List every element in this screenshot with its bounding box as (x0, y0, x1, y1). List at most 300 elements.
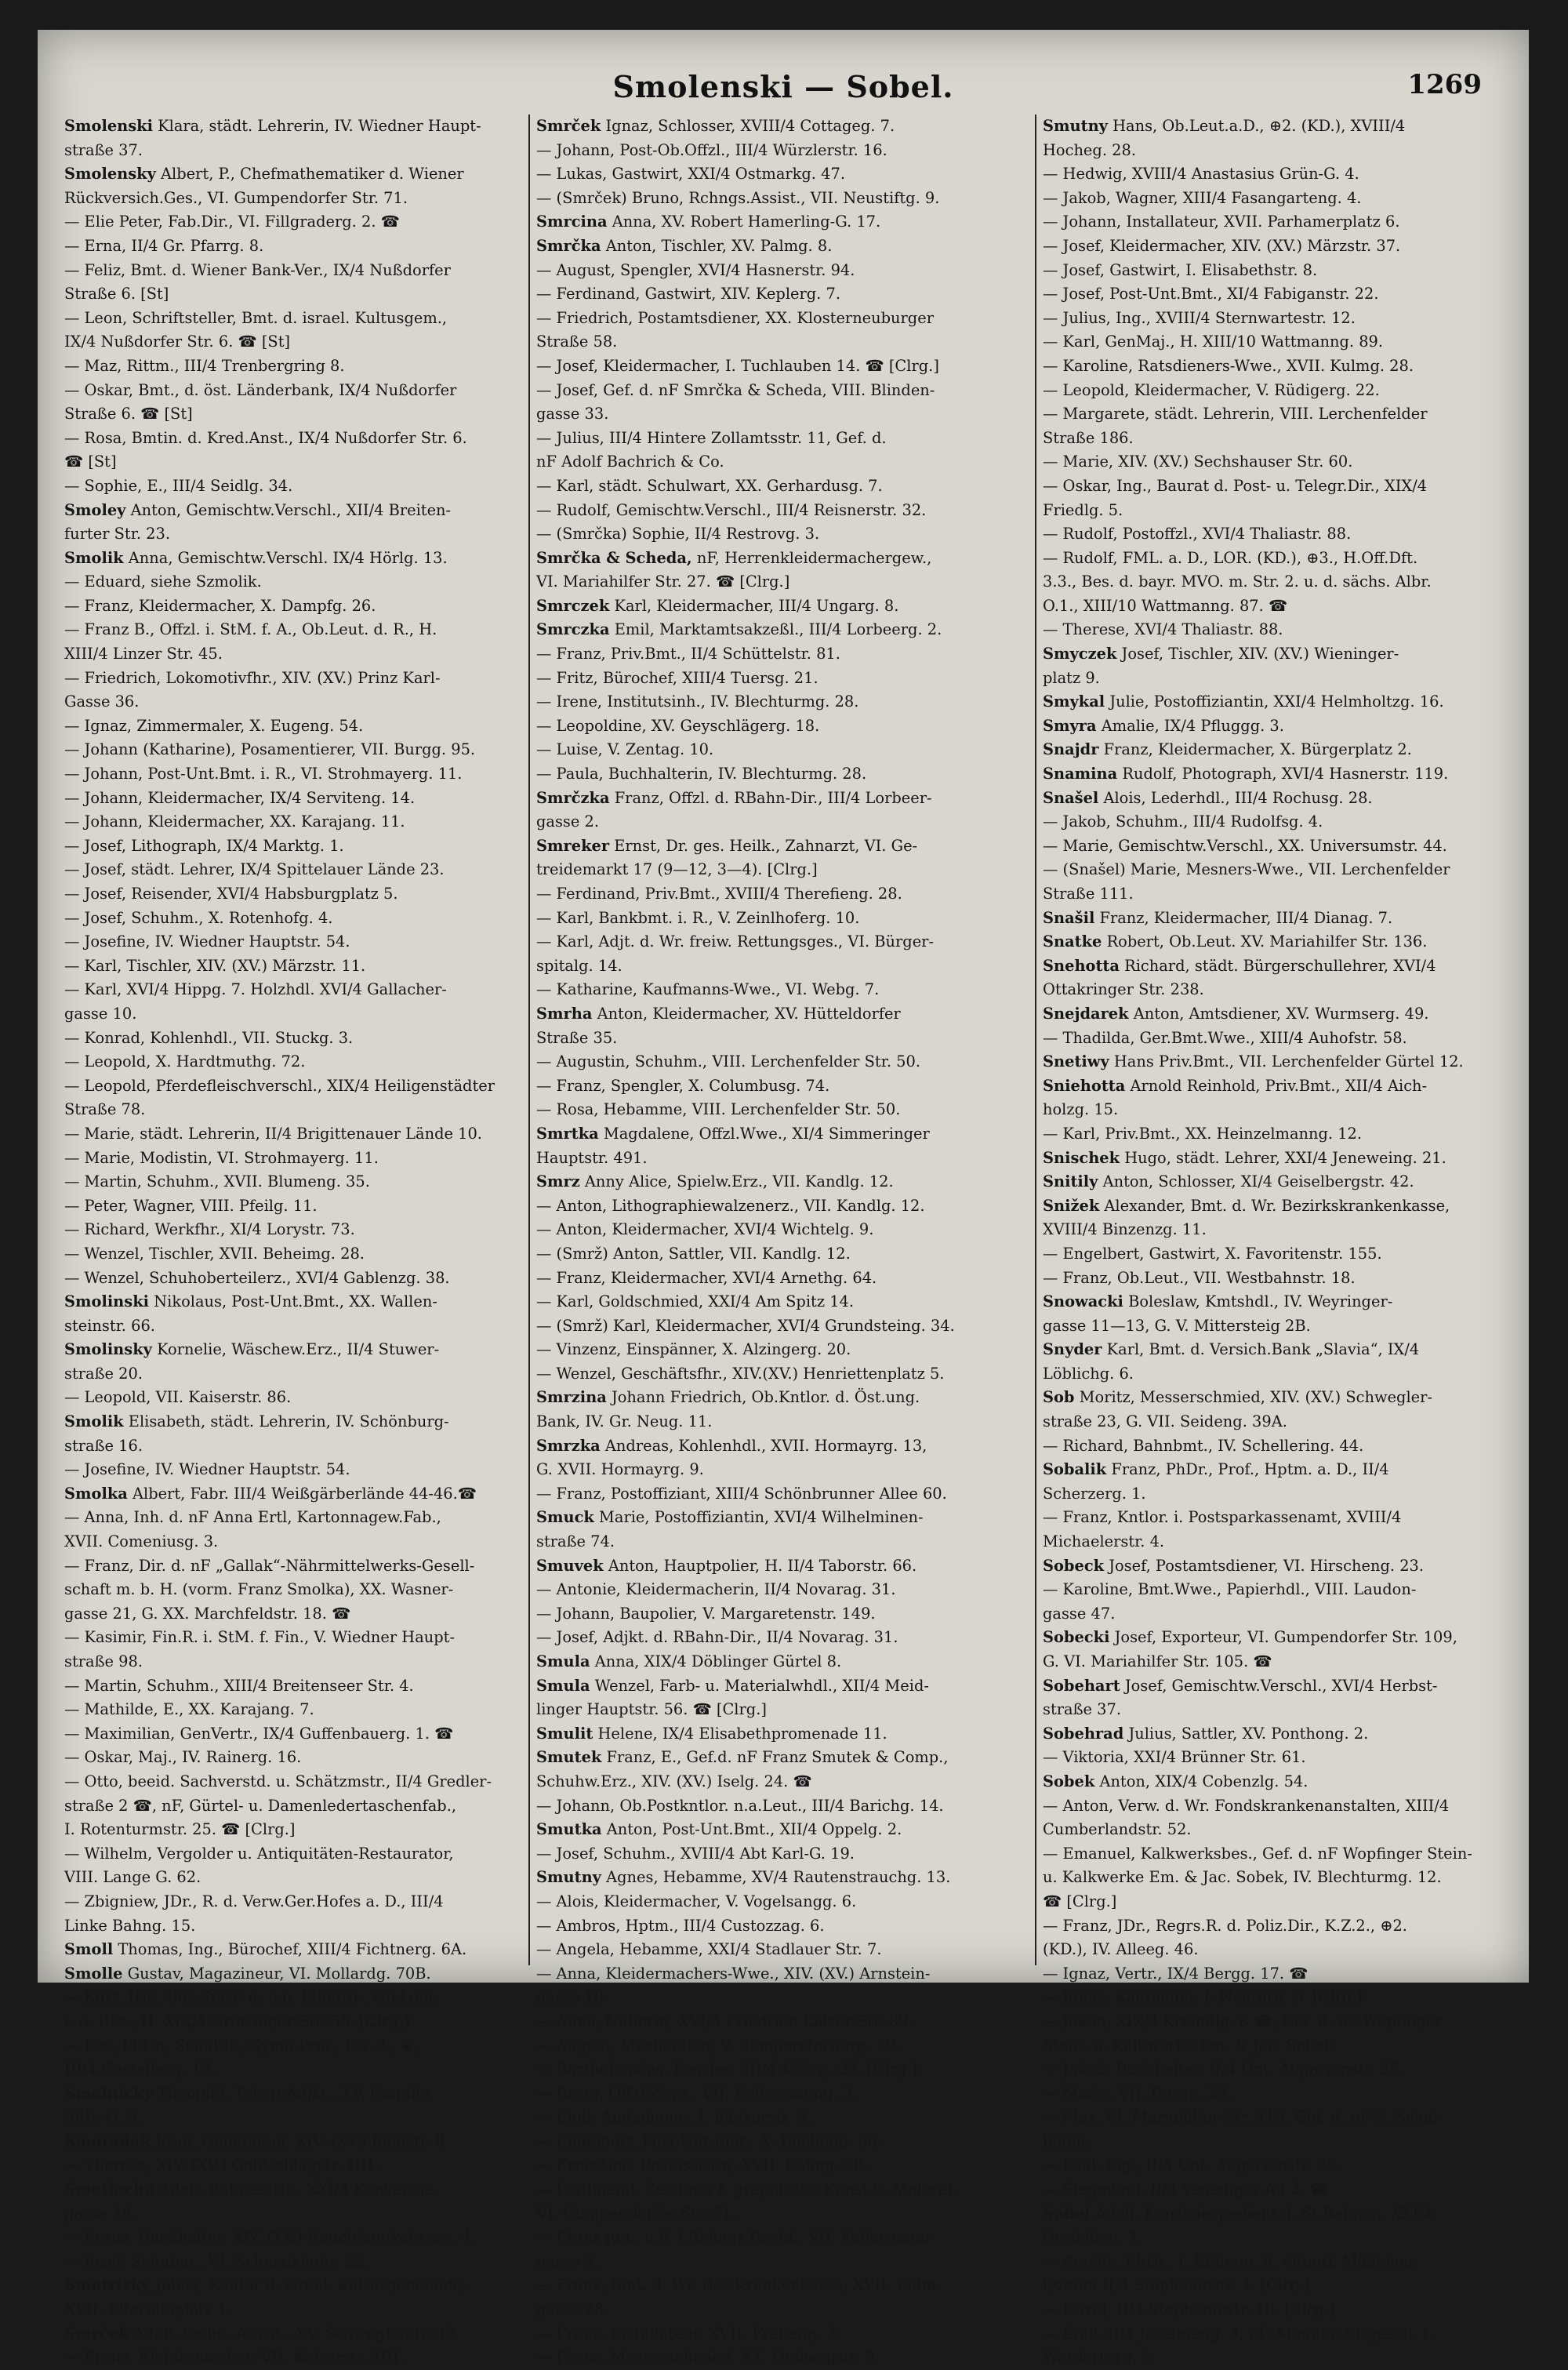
entry-text: straße 20. (64, 1364, 143, 1383)
entry-text: — Paula, Buchhalterin, IV. Blechturmg. 28. (536, 765, 867, 783)
entry-text: — Thadilda, Ger.Bmt.Wwe., XIII/4 Auhofstr. 58. (1043, 1028, 1407, 1047)
entry-text: — (Smrčka) Sophie, II/4 Restrovg. 3. (536, 525, 820, 543)
entry-surname: Sobek (1043, 1772, 1095, 1790)
directory-line (1043, 594, 1510, 619)
entry-text: — Anna, Kleidermachers-Wwe., XIV. (XV.) Arnstein- (536, 1964, 931, 1983)
directory-line (536, 570, 1030, 594)
directory-line (64, 1122, 524, 1147)
directory-line (64, 2058, 524, 2082)
directory-line (536, 1722, 1030, 1747)
entry-text: straße 37. (64, 140, 143, 159)
directory-line (536, 762, 1030, 787)
entry-text: Klara, städt. Lehrerin, IV. Wiedner Haupt- (152, 117, 481, 135)
directory-line (1043, 402, 1510, 427)
entry-text: — Karl, Tischler, XIV. (XV.) Märzstr. 11. (64, 956, 366, 975)
directory-line (1043, 354, 1510, 379)
entry-text: Boleslaw, Kmtshdl., IV. Weyringer- (1123, 1292, 1393, 1311)
entry-text: — Leopoldine, XV. Geyschlägerg. 18. (536, 716, 820, 735)
directory-line (64, 2226, 524, 2250)
entry-surname: Snetiwy (1043, 1052, 1109, 1071)
entry-text: — Wilhelm, Vergolder u. Antiquitäten-Restaurator, (64, 1844, 454, 1863)
entry-surname: Smrczek (536, 596, 610, 615)
entry-text: — Karl, städt. Schulwart, XX. Gerhardusg. 7. (536, 476, 883, 495)
entry-text: Anton, XIX/4 Cobenzlg. 54. (1094, 1772, 1308, 1790)
directory-line (536, 1698, 1030, 1722)
directory-line (1043, 618, 1510, 642)
entry-text: — Josefine, IV. Wiedner Hauptstr. 54. (64, 1460, 350, 1479)
entry-text: — Engelbert, Gastwirt, X. Favoritenstr. 155. (1043, 1244, 1382, 1263)
directory-line (536, 667, 1030, 691)
directory-line (1043, 930, 1510, 954)
directory-line (64, 2202, 524, 2226)
entry-text: — Vinzenz, Einspänner, X. Alzingerg. 20. (536, 1340, 851, 1359)
entry-text: Albert, Fabr. III/4 Weißgärberlände 44-46.☎ (127, 1484, 477, 1503)
entry-text: — Kasimir, Fin.R. i. StM. f. Fin., V. Wiedner Haupt- (64, 1628, 456, 1647)
entry-text: IX/4 Nußdorfer Str. 6. ☎ [St] (64, 333, 291, 351)
directory-line (64, 954, 524, 979)
entry-text: — Ferdinand, Gastwirt, XIV. Keplerg. 7. (536, 285, 841, 304)
directory-line (1043, 1050, 1510, 1074)
entry-text: Gerichtsg. 7. (1043, 2228, 1142, 2247)
directory-line (536, 2058, 1030, 2082)
entry-text: — Josef, Schubm., VI. Schmalzhofg. 22. (64, 2252, 368, 2270)
directory-line (64, 354, 524, 379)
entry-text: Josef, Postamtsdiener, VI. Hirscheng. 23. (1104, 1556, 1425, 1575)
directory-line (536, 499, 1030, 523)
directory-line (1043, 1194, 1510, 1219)
entry-surname: Smolenski (64, 117, 153, 135)
directory-line (64, 1602, 524, 1627)
entry-text: Alexander, Bmt. d. Wr. Bezirkskrankenkasse, (1099, 1196, 1450, 1215)
entry-text: Ernst, Dr. ges. Heilk., Zahnarzt, VI. Ge- (609, 836, 918, 855)
directory-line (536, 690, 1030, 714)
entry-text: — Marie, VII. Burgg. 22. (1043, 2084, 1232, 2103)
directory-line (536, 1482, 1030, 1507)
directory-line (64, 402, 524, 427)
directory-line (64, 2178, 524, 2202)
directory-line (64, 858, 524, 882)
entry-text: — August, Spengler, XVI/4 Hasnerstr. 94. (536, 260, 855, 279)
directory-line (1043, 2058, 1510, 2082)
entry-surname: Smolinsky (64, 1340, 152, 1359)
directory-line (1043, 379, 1510, 403)
directory-line (1043, 1602, 1510, 1627)
entry-text: — Anna, Inh. d. nF Anna Ertl, Kartonnagew.Fab., (64, 1508, 441, 1527)
entry-text: — Oskar, Ing., Baurat d. Post- u. Telegr.Dir., XIX/4 (1043, 476, 1428, 495)
entry-surname: Smrčka (536, 236, 601, 255)
entry-surname: Snajdr (1043, 740, 1099, 759)
directory-line (1043, 1122, 1510, 1147)
entry-text: furter Str. 23. (64, 525, 171, 543)
directory-line (536, 2082, 1030, 2106)
directory-line (64, 1314, 524, 1339)
directory-line (536, 474, 1030, 499)
entry-text: — Karl, Bankbmt. i. R., V. Zeinlhoferg. 10. (536, 908, 860, 927)
entry-surname: Snamina (1043, 765, 1118, 783)
entry-surname: Sob (1043, 1388, 1075, 1407)
directory-line (64, 667, 524, 691)
entry-surname: Smula (536, 1652, 590, 1670)
directory-line (1043, 1962, 1510, 1987)
directory-line (1043, 547, 1510, 571)
entry-text: Löblichg. 6. (1043, 1364, 1134, 1383)
directory-line (536, 1147, 1030, 1171)
entry-text: Agnes, Hebamme, XV/4 Rautenstrauchg. 13. (601, 1868, 951, 1887)
entry-text: Karl, Kleidermacher, III/4 Ungarg. 8. (609, 596, 899, 615)
entry-text: XVIII/4 Binzenzg. 11. (1043, 1220, 1207, 1239)
entry-text: — Josef, Gastwirt, I. Elisabethstr. 8. (1043, 260, 1318, 279)
entry-text: — Josefine, IV. Wiedner Hauptstr. 54. (64, 932, 350, 951)
entry-surname: Sobecki (1043, 1628, 1110, 1647)
entry-text: schaft m. b. H. (vorm. Franz Smolka), XX. Wasner- (64, 1580, 454, 1599)
directory-line (1043, 1027, 1510, 1051)
entry-text: straße 37. (1043, 1700, 1122, 1719)
entry-text: — Rosa, Hebamme, VIII. Lerchenfelder Str. 50. (536, 1100, 901, 1119)
directory-line (536, 1530, 1030, 1554)
directory-line (1043, 978, 1510, 1002)
directory-line (536, 714, 1030, 739)
entry-text: — Antonie, Kleidermacherin, II/4 Novarag. 31. (536, 1580, 896, 1599)
directory-line (1043, 1626, 1510, 1650)
directory-line (64, 307, 524, 331)
entry-text: VI. Mariahilfer Str. 27. ☎ [Clrg.] (536, 573, 790, 591)
entry-text: Magdalene, Offzl.Wwe., XI/4 Simmeringer (598, 1124, 930, 1143)
directory-line (1043, 1458, 1510, 1482)
entry-text: gasse 33. (536, 405, 609, 423)
column-rule (1035, 115, 1036, 1965)
directory-line (64, 115, 524, 139)
directory-line (1043, 738, 1510, 762)
entry-text: — Ambros, Hptm., III/4 Custozzag. 6. (536, 1916, 825, 1935)
directory-line (64, 1050, 524, 1074)
entry-text: Anton, Amtsdiener, XV. Wurmserg. 49. (1128, 1004, 1429, 1023)
directory-line (1043, 1002, 1510, 1027)
directory-line (536, 1027, 1030, 1051)
entry-text: — Franz, Kntlor. i. Postsparkassenamt, XVIII/4 (1043, 1508, 1402, 1527)
directory-line (1043, 1290, 1510, 1314)
entry-text: — Franz, Ob.Leut., VII. Westbahnstr. 18. (1043, 1268, 1356, 1287)
entry-surname: Smrtka (536, 1124, 599, 1143)
entry-text: — Karoline, Bmt.Wwe., Papierhdl., VIII. Laudon- (1043, 1580, 1417, 1599)
entry-surname: Smrz (536, 1172, 580, 1191)
entry-text: Michaelerstr. 4. (1043, 1532, 1165, 1551)
entry-text: Werdertorg. 4. (1043, 2348, 1156, 2367)
directory-line (536, 738, 1030, 762)
entry-text: Julie, Postoffiziantin, XXI/4 Helmholtzg. 16. (1105, 692, 1444, 711)
entry-text: — Leopold, Kleidermacher, V. Rüdigerg. 22. (1043, 380, 1380, 399)
column-2 (536, 115, 1030, 2367)
entry-text: — Margarete, städt. Lehrerin, VIII. Lerchenfelder (1043, 405, 1428, 423)
entry-surname: Snehotta (1043, 956, 1120, 975)
directory-line (64, 2082, 524, 2106)
directory-line (64, 450, 524, 474)
directory-line (1043, 810, 1510, 834)
entry-text: VIII. Lange G. 62. (64, 1868, 201, 1887)
entry-text: Anny Alice, Spielw.Erz., VII. Kandlg. 12. (579, 1172, 894, 1191)
directory-line (536, 427, 1030, 451)
entry-text: straße 98. (64, 1652, 143, 1670)
entry-text: gasse 18. (536, 1988, 609, 2007)
directory-line (536, 1506, 1030, 1530)
directory-line (1043, 2298, 1510, 2322)
entry-text: — Friedrich, Lokomotivfhr., XIV. (XV.) Prinz Karl- (64, 668, 441, 687)
directory-line (1043, 954, 1510, 979)
entry-text: gasse 3. (536, 2252, 600, 2270)
entry-surname: Smula (536, 1676, 590, 1695)
entry-text: I. Rotenturmstr. 25. ☎ [Clrg.] (64, 1820, 296, 1839)
entry-text: — Franz, Spengler, X. Columbusg. 74. (536, 1076, 830, 1095)
entry-text: — Johann, Kleidermacher, XX. Karajang. 11. (64, 812, 405, 831)
directory-line (536, 1962, 1030, 1987)
entry-text: — David, II/4 Stephaniestr. 10. [Clrg.] (1043, 2300, 1335, 2319)
entry-text: Thomas, Ing., Bürochef, XIII/4 Fichtnerg. 6A. (113, 1940, 467, 1959)
entry-text: — (Smrček) Bruno, Rchngs.Assist., VII. Neustiftg. 9. (536, 188, 940, 207)
entry-text: — Karoline, Ratsdieners-Wwe., XVII. Kulmg. 28. (1043, 356, 1414, 375)
entry-text: Linke Bahng. 15. (64, 1916, 196, 1935)
directory-page (38, 30, 1529, 2367)
directory-line (1043, 2034, 1510, 2059)
entry-surname: Smutek (536, 1748, 602, 1767)
directory-line (64, 1290, 524, 1314)
directory-line (536, 1242, 1030, 1267)
entry-text: — Josef, Kleidermacher, I. Tuchlauben 14. ☎ [Clrg.] (536, 356, 939, 375)
directory-line (1043, 187, 1510, 211)
entry-text: — Johann, Installateur, XVII. Parhamerplatz 6. (1043, 213, 1400, 231)
entry-text: III/4 Castellezg. 13. (64, 2060, 216, 2079)
entry-text: — Josef, Post-Unt.Bmt., XI/4 Fabiganstr. 22. (1043, 285, 1379, 304)
entry-text: Elisabeth, städt. Lehrerin, IV. Schönburg- (123, 1412, 449, 1431)
entry-text: steinstr. 66. (64, 1316, 155, 1335)
entry-text: — Berta, Offzl.Wwe., VII. Kellermanng. 3. (536, 2084, 858, 2103)
directory-line (1043, 570, 1510, 594)
directory-line (1043, 2202, 1510, 2226)
entry-surname: Sobehart (1043, 1676, 1120, 1695)
entry-text: straße 2 ☎, nF, Gürtel- u. Damenledertaschenfab., (64, 1796, 457, 1815)
directory-line (64, 834, 524, 859)
entry-text: — Ignaz, Vertr., IX/4 Bergg. 17. ☎ (1043, 1964, 1308, 1983)
directory-line (536, 162, 1030, 187)
directory-line (64, 714, 524, 739)
entry-text: — Johann, Baupolier, V. Margaretenstr. 149. (536, 1604, 876, 1623)
directory-line (536, 187, 1030, 211)
directory-line (64, 930, 524, 954)
entry-text: gasse 18. (64, 2204, 137, 2223)
entry-text: Josef, Gemischtw.Verschl., XVI/4 Herbst- (1120, 1676, 1438, 1695)
directory-line (64, 787, 524, 811)
entry-text: — Erna, II/4 Gr. Pfarrg. 8. (64, 236, 264, 255)
column-rule (528, 115, 530, 1965)
entry-text: — Josef, Reisender, XVI/4 Habsburgplatz 5. (64, 885, 398, 903)
directory-line (64, 1218, 524, 1242)
entry-text: — Oskar, Maj., IV. Rainerg. 16. (64, 1748, 302, 1767)
directory-line (64, 642, 524, 667)
entry-text: — Marie, städt. Lehrerin, II/4 Brigittenauer Lände 10. (64, 1124, 482, 1143)
directory-line (64, 1530, 524, 1554)
entry-text: — Ignaz, Zimmermaler, X. Eugeng. 54. (64, 716, 364, 735)
directory-line (64, 187, 524, 211)
entry-surname: Smolle (64, 1964, 123, 1983)
entry-text: — Angela, Hebamme, XXI/4 Stadlauer Str. 7. (536, 1940, 882, 1959)
entry-surname: Sobeck (1043, 1556, 1105, 1575)
entry-surname: Smotrizky (64, 2276, 151, 2295)
entry-text: — Amélie, PhDr., I. Eßlingg. 8. öffentl. Mädchen- (1043, 2252, 1419, 2270)
entry-text: — Karl, XVI/4 Hippg. 7. Holzhdl. XVI/4 Gallacher- (64, 980, 447, 999)
entry-text: — Rudolf, FML. a. D., LOR. (KD.), ⊕3., H.Off.Dft. (1043, 548, 1418, 567)
entry-text: Straße 78. (64, 1100, 146, 1119)
entry-text: — Franz, Kleidermacher, XVI/4 Arnethg. 64. (536, 1268, 877, 1287)
directory-line (1043, 1314, 1510, 1339)
entry-text: Straße 111. (1043, 885, 1134, 903)
directory-line (536, 978, 1030, 1002)
directory-line (1043, 330, 1510, 354)
directory-line (536, 1122, 1030, 1147)
entry-text: — Eduard, siehe Szmolik. (64, 573, 262, 591)
entry-text: (KD.), IV. Alleeg. 46. (1043, 1940, 1199, 1959)
directory-line (64, 499, 524, 523)
directory-line (1043, 1914, 1510, 1939)
entry-surname: Smrček (536, 117, 601, 135)
entry-text: Albert, P., Chefmathematiker d. Wiener (155, 165, 464, 184)
entry-surname: Smoll (64, 1940, 114, 1959)
entry-text: — Ernestine, Postassistin, XVII. Kulmg. 28. (536, 2156, 869, 2175)
entry-surname: Smutka (536, 1820, 602, 1839)
entry-text: — Rosa, Bmtin. d. Kred.Anst., IX/4 Nußdorfer Str. 6. (64, 428, 467, 447)
directory-line (64, 1986, 524, 2010)
entry-text: Anton, Hauptpolier, H. II/4 Taborstr. 66. (603, 1556, 917, 1575)
directory-line (64, 1147, 524, 1171)
directory-line (1043, 2346, 1510, 2370)
entry-surname: Smolik (64, 548, 124, 567)
directory-line (536, 115, 1030, 139)
directory-line (64, 1170, 524, 1194)
directory-line (1043, 1506, 1510, 1530)
directory-line (1043, 1746, 1510, 1770)
directory-line (64, 210, 524, 234)
directory-line (536, 354, 1030, 379)
directory-line (536, 1410, 1030, 1434)
entry-text: nF Adolf Bachrich & Co. (536, 453, 724, 471)
entry-text: — Bartholomäus, Kassier, XII/4 Kährg. 22. [Clrg.] (536, 2060, 917, 2079)
directory-line (536, 2202, 1030, 2226)
entry-text: — Jakob, Buchhalter, II/4 Unt. Augartenstr. 25. (1043, 2060, 1404, 2079)
directory-line (64, 1506, 524, 1530)
entry-text: — Franz, Installateur, XVII. Frauenq. 3. (536, 2324, 841, 2343)
entry-surname: Smrczka (536, 620, 610, 639)
directory-line (1043, 1578, 1510, 1602)
directory-line (1043, 522, 1510, 547)
directory-line (64, 907, 524, 931)
directory-line (536, 954, 1030, 979)
directory-line (536, 522, 1030, 547)
entry-text: — Wenzel, Tischler, XVII. Beheimg. 28. (64, 1244, 365, 1263)
entry-text: — Elie Peter, Fab.Dir., VI. Fillgraderg. 2. ☎ (64, 213, 400, 231)
directory-line (1043, 882, 1510, 907)
entry-surname: Smuvek (536, 1556, 604, 1575)
entry-text: Hugo, städt. Lehrer, XXI/4 Jeneweing. 21. (1120, 1148, 1446, 1167)
directory-line (1043, 2178, 1510, 2202)
entry-text: u. Kalkwerke Em. & Jac. Sobek, IV. Blechturmg. 12. (1043, 1868, 1442, 1887)
directory-line (536, 594, 1030, 619)
entry-text: Rudolf, Photograph, XVI/4 Hasnerstr. 119. (1117, 765, 1449, 783)
entry-text: — Emanuel, Kalkwerksbes., Gef. d. nF Wopfinger Stein- (1043, 1844, 1472, 1863)
entry-text: platz 9. (1043, 668, 1100, 687)
directory-line (536, 930, 1030, 954)
directory-line (1043, 2322, 1510, 2346)
entry-surname: Smrzka (536, 1436, 601, 1455)
entry-text: G. VI. Mariahilfer Str. 105. ☎ (1043, 1652, 1272, 1670)
directory-line (64, 1914, 524, 1939)
entry-text: — Siegmund, II/4 Venediger Au 2. ☎ (1043, 2180, 1329, 2199)
entry-text: — Martin, Schuhm., XIII/4 Breitenseer Str. 4. (64, 1676, 414, 1695)
entry-text: baum. (1043, 2132, 1091, 2150)
entry-text: — Franz, Bmt. d. Wr. Bez.Krankenkasse, XVII. Kulm- (536, 2276, 942, 2295)
directory-line (1043, 667, 1510, 691)
entry-text: lyzeum II/4 Stephaniestr. 4. [Clrg.] (1043, 2276, 1311, 2295)
directory-line (64, 1242, 524, 1267)
directory-line (536, 1986, 1030, 2010)
directory-line (1043, 1674, 1510, 1699)
entry-text: Johann Friedrich, Ob.Kntlor. d. Öst.ung. (606, 1388, 920, 1407)
entry-surname: Snitily (1043, 1172, 1098, 1191)
entry-text: i. d. Res., H. XIX/4 Grinzinger Str. 55. [Clrg.] (64, 2012, 410, 2030)
directory-line (1043, 1098, 1510, 1122)
entry-text: Anton, Post-Unt.Bmt., XII/4 Oppelg. 2. (601, 1820, 902, 1839)
entry-text: Julius, Sattler, XV. Ponthong. 2. (1123, 1724, 1369, 1743)
entry-text: — Jakob, XIX/4 Kreindlg. 8 ☎, Gef. d. nF Wopfinger (1043, 2012, 1443, 2030)
entry-text: — Ferdinand, Zeichner f. graphische Kunst u. Malerei, (536, 2180, 957, 2199)
directory-line (536, 259, 1030, 283)
entry-text: Straße 6. [St] (64, 285, 169, 304)
directory-line (1043, 1147, 1510, 1171)
entry-text: linger Hauptstr. 56. ☎ [Clrg.] (536, 1700, 767, 1719)
entry-text: Franz, Offzl. d. RBahn-Dir., III/4 Lorbeer- (609, 788, 932, 807)
entry-text: — Jakob, Wagner, XIII/4 Fasangarteng. 4. (1043, 188, 1362, 207)
directory-line (64, 2034, 524, 2059)
directory-line (64, 1674, 524, 1699)
directory-line (536, 2226, 1030, 2250)
directory-line (64, 1938, 524, 1962)
entry-text: — Marie, Gemischtw.Verschl., XX. Universumstr. 44. (1043, 836, 1447, 855)
entry-text: — Josef, Schuhm., X. Rotenhofg. 4. (64, 908, 333, 927)
directory-line (536, 1338, 1030, 1362)
entry-text: — August, Mechaniker, V. Ramperstorfferg. 29. (536, 2036, 901, 2055)
directory-line (536, 402, 1030, 427)
directory-line (536, 810, 1030, 834)
directory-line (64, 1890, 524, 1914)
entry-text: — Julius, III/4 Hintere Zollamtsstr. 11, Gef. d. (536, 428, 887, 447)
directory-line (536, 234, 1030, 259)
entry-text: — Emil, II/4 Josefineng. 4, nF, Manufakturgesch. I. (1043, 2324, 1433, 2343)
directory-line (64, 1866, 524, 1890)
entry-text: — Karl, Goldschmied, XXI/4 Am Spitz 14. (536, 1292, 855, 1311)
entry-surname: Snašil (1043, 908, 1095, 927)
directory-line (64, 1194, 524, 1219)
directory-line (536, 1650, 1030, 1674)
entry-text: — Franz, Kleidermacher, X. Dampfg. 26. (64, 596, 376, 615)
directory-line (64, 1578, 524, 1602)
entry-text: Adolf, techn. Assist., XV. Schweglerstr. 37. (129, 2324, 460, 2343)
entry-text: Adolf, Kanzleiexpedient d. St.Bahnen, XXI/4 (1090, 2204, 1434, 2223)
directory-line (64, 2250, 524, 2274)
directory-line (536, 450, 1030, 474)
directory-line (1043, 690, 1510, 714)
entry-text: Karl, Bmt. d. Versich.Bank „Slavia“, IX/4 (1102, 1340, 1420, 1359)
entry-text: — (Snašel) Marie, Mesners-Wwe., VII. Lerchenfelder (1043, 860, 1450, 879)
directory-line (1043, 1242, 1510, 1267)
entry-text: — Kurt, JDr., Bez.Kmsr. d. n.ö. LRegrg., Ob.Leut. (64, 1988, 440, 2007)
entry-text: Straße 6. ☎ [St] (64, 405, 193, 423)
directory-line (1043, 2010, 1510, 2034)
